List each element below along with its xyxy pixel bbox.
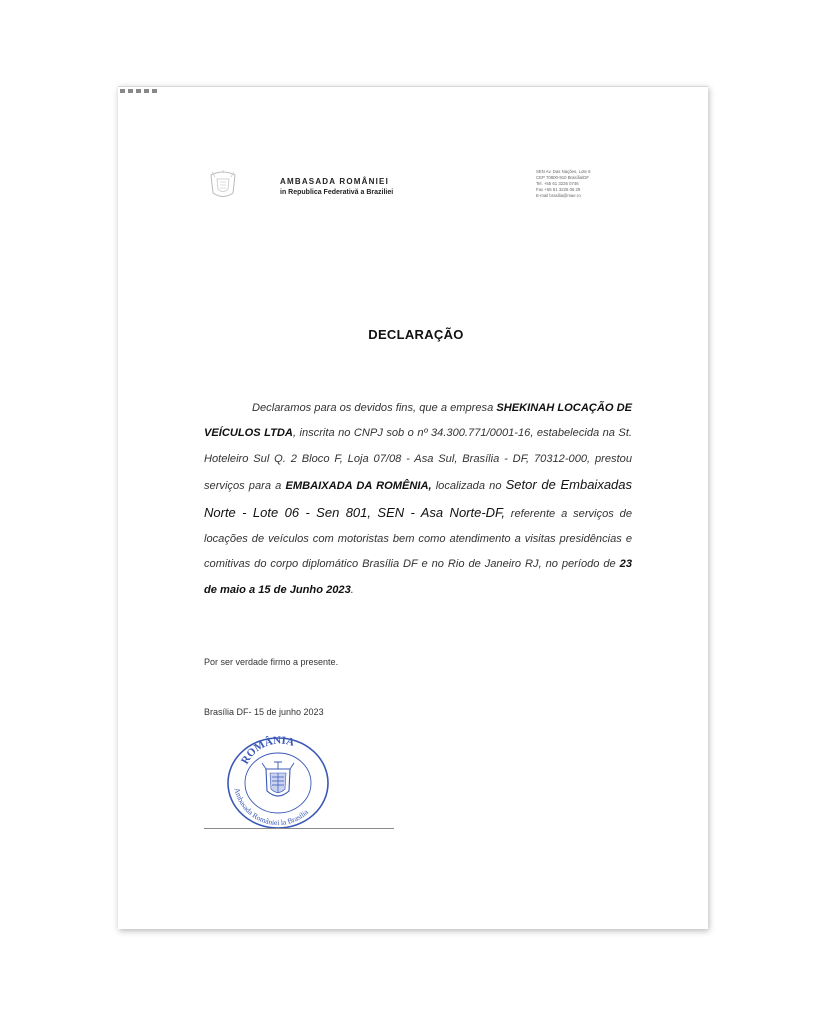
signature-line (204, 828, 394, 829)
body-text-4: referente a serviços de locações de veículos com motoristas bem como atendimento a visitas presidências e comitivas do corpo diplomático Brasília DF e no Rio de Janeiro RJ, no período de (204, 507, 632, 571)
contact-line: Fax +55 61 3226 06 29 (536, 187, 581, 192)
contact-line: Tel. +55 61 3226 0746 (536, 181, 579, 186)
embassy-contact-block (536, 169, 591, 199)
embassy-address: Setor de Embaixadas Norte - Lote 06 - Sen 801, SEN - Asa Norte-DF, (204, 477, 633, 520)
body-text-5: . (350, 583, 354, 596)
body-text-2: , inscrita no CNPJ sob o nº 34.300.771/0001-16, estabelecida na St. Hoteleiro Sul Q. 2 Bloco F, Loja 07/08 - Asa Sul, Brasília - DF, 70312-000, prestou serviços para a (204, 427, 633, 493)
closing-statement: Por ser verdade firmo a presente. (204, 657, 339, 667)
embassy-crest-icon (206, 169, 240, 201)
romanian-coat-of-arms-icon (262, 762, 294, 796)
stamp-bottom-text: Ambasada României la Brasilia (232, 786, 311, 828)
contact-line: CEP 70800-910 Brasília/DF (536, 175, 589, 180)
embassy-stamp (222, 733, 334, 831)
contact-line: E-mail brasilia@mae.ro (536, 193, 581, 198)
service-period: 23 de maio a 15 de Junho 2023 (204, 558, 632, 596)
embassy-reference: EMBAIXADA DA ROMÊNIA, (285, 480, 432, 493)
place-and-date: Brasília DF- 15 de junho 2023 (204, 707, 324, 717)
embassy-name: AMBASADA ROMÂNIEI (280, 177, 389, 186)
body-text-1: Declaramos para os devidos fins, que a empresa (252, 402, 497, 414)
scan-artifact (120, 89, 160, 93)
body-text-3: localizada no (431, 480, 506, 493)
stamp-top-text: ROMÂNIA (238, 734, 296, 767)
company-name: SHEKINAH LOCAÇÃO DE VEÍCULOS LTDA (204, 402, 632, 440)
embassy-subtitle: in Republica Federativă a Braziliei (280, 189, 394, 196)
document-title: DECLARAÇÃO (368, 327, 464, 342)
declaration-body (204, 396, 632, 603)
document-page (118, 86, 708, 929)
contact-line: SEN Av. Das Nações, Lote 6 (536, 169, 591, 174)
